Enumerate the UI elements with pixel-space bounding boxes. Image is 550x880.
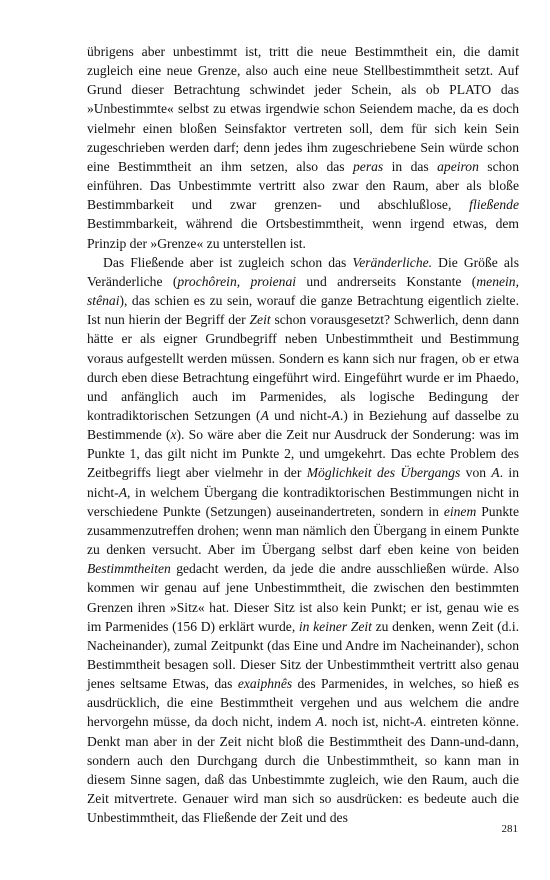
paragraph-1 [87,42,519,253]
italic-run: apeiron [437,158,479,174]
text-run: . noch ist, nicht- [323,714,415,730]
text-run: . eintreten könne. Denkt man aber in der Zeit nicht bloß die Bestimmtheit des Dann-und-dann, sondern auch den Durchgang durch die Unbestimmtheit, so kann man in diesem Sinne sagen, daß das Unbestimmte zugleich, wie den Raum, auch die Zeit mitvertrete. Genauer wird man sich so ausdrücken: es bedeute auch die Unbestimmtheit, das Fließende der Zeit und des [87,714,519,826]
italic-run: Möglichkeit des Übergangs [306,465,461,481]
italic-run: menein, stênai [87,273,519,309]
italic-run: Zeit [249,312,271,328]
text-run: in das [383,158,438,174]
text-run: gedacht werden, da jede die andre ausschließen würde. Also kommen wir genau auf jene Unbestimmtheit, die zwischen den bestimmten Grenzen ihren »Sitz« hat. Dieser Sitz ist also kein Punkt; er ist, genau wie es im Parmenides (156 D) erklärt wurde, [87,561,519,634]
text-run: ), das schien es zu sein, worauf die ganze Betrachtung eigentlich zielte. Ist nun hierin der Begriff der [87,293,519,328]
italic-run: Bestimmtheiten [87,561,171,577]
text-run: schon vorausgesetzt? Schwerlich, denn dann hätte er als eigner Grundbegriff neben Unbestimmtheit und Bestimmung voraus aufgestellt werden müssen. Sondern es kann sich nur fragen, ob er etwa durch eben diese Betrachtung eingeführt wird. Eingeführt wurde er im Phaedo, und anfänglich auch im Parmenides, als logische Bedingung der kontradiktorischen Setzungen ( [87,312,519,423]
text-run: des Parmenides, in welches, so hieß es ausdrücklich, die eine Bestimmtheit vergehen und aus welchem die andre hervorgehn müsse, da doch nicht, indem [87,676,519,730]
italic-run: A [414,714,423,730]
text-run: übrigens aber unbestimmt ist, tritt die neue Bestimmtheit ein, die damit zugleich eine neue Grenze, also auch eine neue Stellbestimmtheit setzt. Auf Grund dieser Betrachtung schwindet jeder Schein, als ob PLATO das »Unbestimmte« selbst zu etwas irgendwie schon Seiendem mache, da es doch vielmehr einen bloßen Seinsfaktor vertreten soll, dem für sich kein Sein zugeschrieben werden darf; denn jedes ihm zugeschriebene Sein würde schon eine Bestimmtheit an ihm setzen, also das [87,44,519,174]
italic-run: A [315,714,324,730]
body-text [87,42,519,827]
italic-run: A [260,407,269,423]
text-run: schon einführen. Das Unbestimmte vertritt also zwar den Raum, aber als bloße Bestimmbarkeit und zwar grenzen- und abschlußlose, [87,158,519,213]
italic-run: exaiphnês [237,676,293,692]
text-run: Das Fließende aber ist zugleich schon das [103,254,353,270]
italic-run: A [118,484,128,500]
text-run: zu denken, wenn Zeit (d.i. Nacheinander), zumal Zeitpunkt (das Eine und Andre im Nacheinander), schon Bestimmtheit besagen soll. Dieser Sitz der Unbestimmtheit vertritt also genau jenes seltsame Etwas, das [87,618,520,692]
text-run: .) in Beziehung auf dasselbe zu Bestimmende ( [87,407,519,443]
paragraph-2 [87,253,519,828]
text-run: ). So wäre aber die Zeit nur Ausdruck der Sonderung: was im Punkte 1, das gilt nicht im Punkte 2, und umgekehrt. Das echte Problem des Zeitbegriffs liegt aber vielmehr in der [87,427,519,481]
text-run: Die Größe als Veränderliche ( [87,254,519,289]
page-number: 281 [501,823,518,835]
italic-run: x [170,427,177,443]
italic-run: peras [353,158,384,174]
italic-run: in keiner Zeit [298,618,372,634]
italic-run: A [331,407,340,423]
text-run: und nicht- [268,407,332,423]
italic-run: prochôrein, proienai [177,273,297,289]
italic-run: fließende [469,197,519,213]
text-run: und andrerseits Konstante ( [296,273,477,289]
text-run: Punkte zusammenzutreffen drohen; wenn man nämlich den Übergang in einem Punkte zu denken versucht. Aber im Übergang selbst darf eben keine von beiden [87,503,519,558]
italic-run: einem [443,503,477,519]
text-run: . in nicht- [87,465,520,500]
italic-run: Veränderliche. [352,254,433,270]
text-run: von [460,465,492,481]
text-run: , in welchem Übergang die kontradiktorischen Bestimmungen nicht in verschiedene Punkte (Setzungen) auseinandertreten, sondern in [87,484,519,519]
text-run: Bestimmbarkeit, während die Ortsbestimmtheit, wenn irgend etwas, dem Prinzip der »Grenze« zu unterstellen ist. [87,216,519,251]
italic-run: A [491,465,500,481]
